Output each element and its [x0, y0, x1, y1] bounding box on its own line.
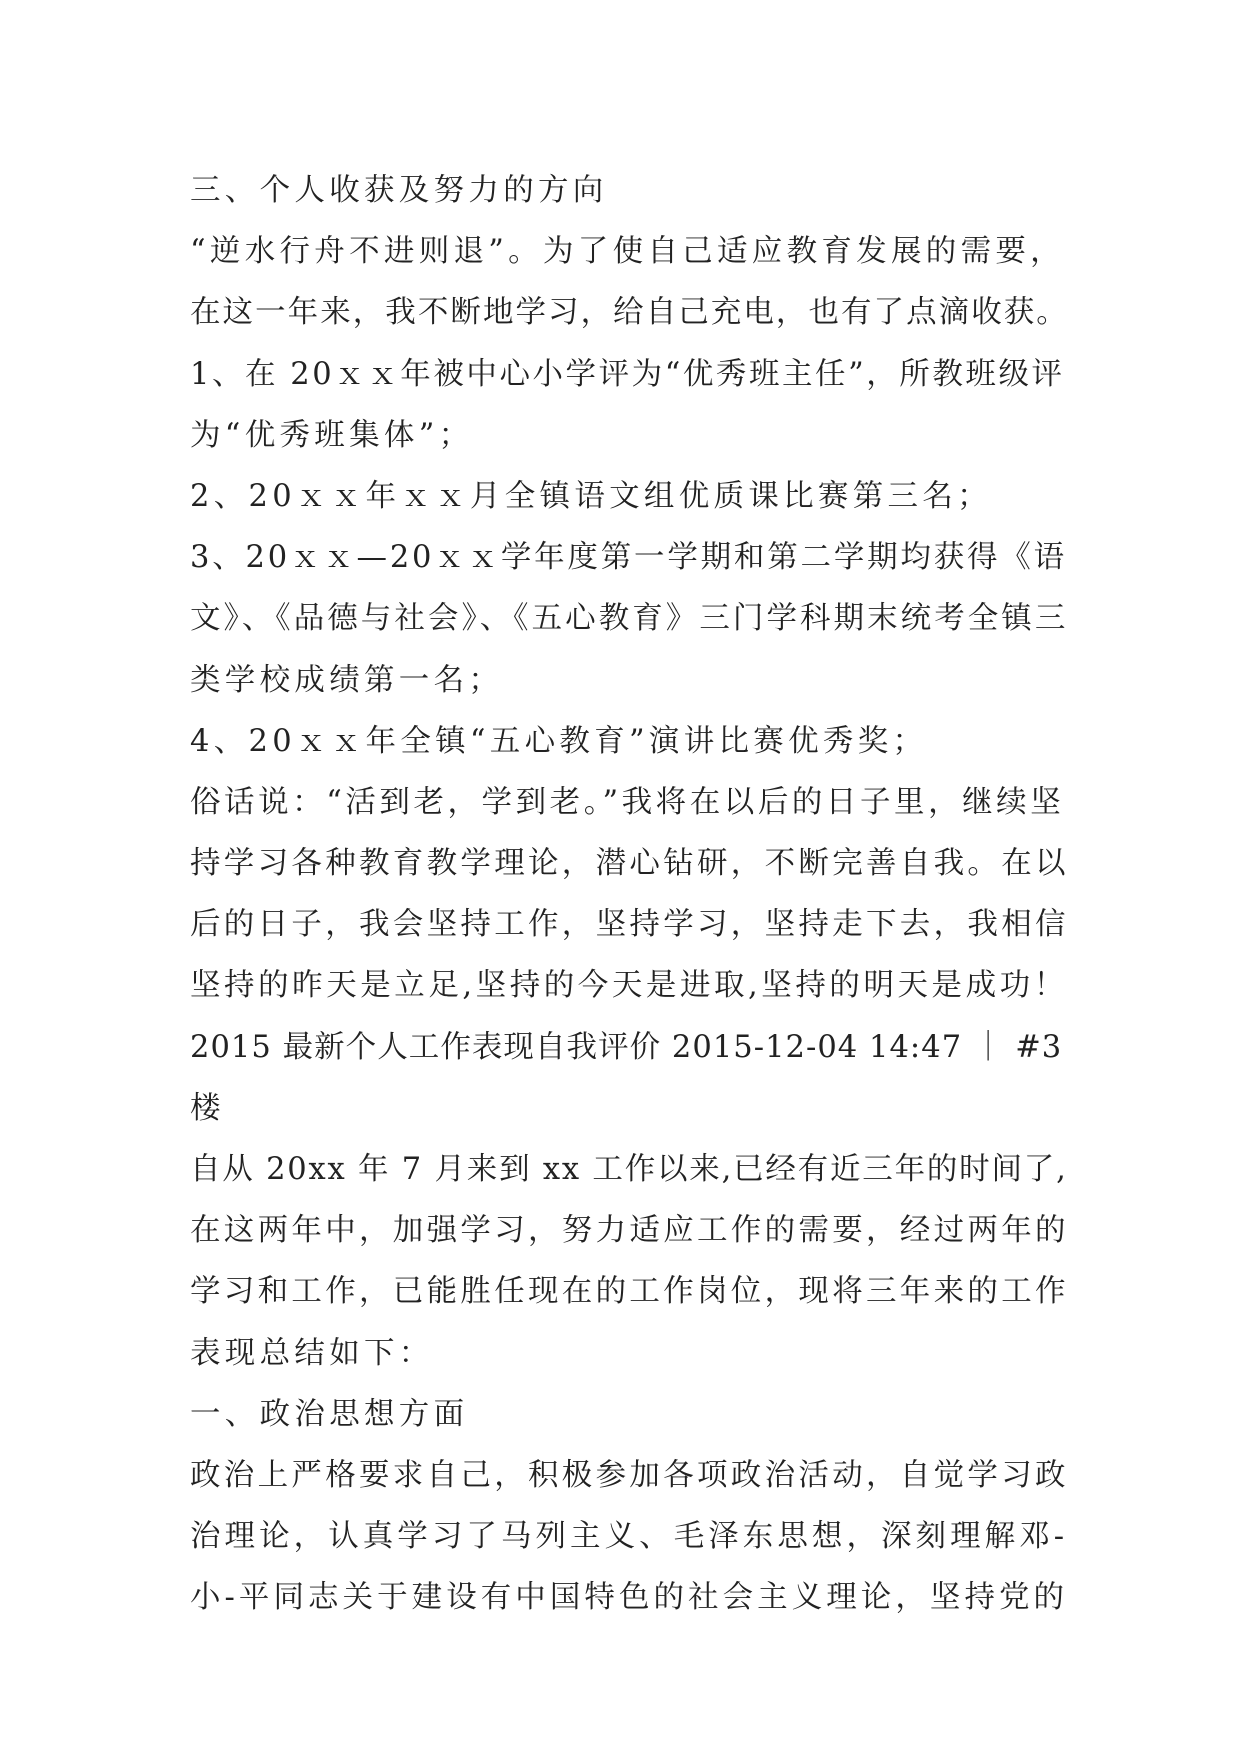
list-item-1-cont: 为“优秀班集体”；: [190, 417, 474, 453]
body-line: 治理论，认真学习了马列主义、毛泽东思想，深刻理解邓-: [190, 1519, 1069, 1555]
list-item-3-cont: 文》、《品德与社会》、《五心教育》三门学科期末统考全镇三: [190, 601, 1069, 637]
body-line: 坚持的昨天是立足,坚持的今天是进取,坚持的明天是成功！: [190, 968, 1068, 1004]
post-header-cont: 楼: [190, 1090, 225, 1126]
body-line: 小-平同志关于建设有中国特色的社会主义理论，坚持党的: [190, 1580, 1069, 1616]
body-line: 政治上严格要求自己，积极参加各项政治活动，自觉学习政: [190, 1457, 1069, 1493]
body-line: 在这一年来，我不断地学习，给自己充电，也有了点滴收获。: [190, 295, 1069, 331]
body-line: “逆水行舟不进则退”。为了使自己适应教育发展的需要，: [190, 234, 1065, 270]
body-line: 表现总结如下：: [190, 1335, 434, 1371]
body-line: 学习和工作，已能胜任现在的工作岗位，现将三年来的工作: [190, 1274, 1069, 1310]
body-line: 持学习各种教育教学理论，潜心钻研，不断完善自我。在以: [190, 846, 1069, 882]
list-item-1: 1、在 20ｘｘ年被中心小学评为“优秀班主任”，所教班级评: [190, 356, 1065, 392]
body-line: 自从 20xx 年 7 月来到 xx 工作以来,已经有近三年的时间了,: [190, 1152, 1068, 1187]
list-item-3-cont: 类学校成绩第一名；: [190, 662, 504, 698]
section-heading-gains: 三、个人收获及努力的方向: [190, 173, 608, 208]
list-item-2: 2、20ｘｘ年ｘｘ月全镇语文组优质课比赛第三名；: [190, 478, 992, 514]
list-item-4: 4、20ｘｘ年全镇“五心教育”演讲比赛优秀奖；: [190, 723, 928, 759]
list-item-3: 3、20ｘｘ—20ｘｘ学年度第一学期和第二学期均获得《语: [190, 540, 1067, 576]
document-body: [190, 160, 1070, 1629]
post-header: 2015 最新个人工作表现自我评价 2015-12-04 14:47 ｜ #3: [190, 1029, 1063, 1065]
body-line: 俗话说：“活到老，学到老。”我将在以后的日子里，继续坚: [190, 784, 1065, 820]
section-heading-politics: 一、政治思想方面: [190, 1396, 469, 1432]
body-line: 后的日子，我会坚持工作，坚持学习，坚持走下去，我相信: [190, 907, 1069, 943]
body-line: 在这两年中，加强学习，努力适应工作的需要，经过两年的: [190, 1213, 1069, 1249]
